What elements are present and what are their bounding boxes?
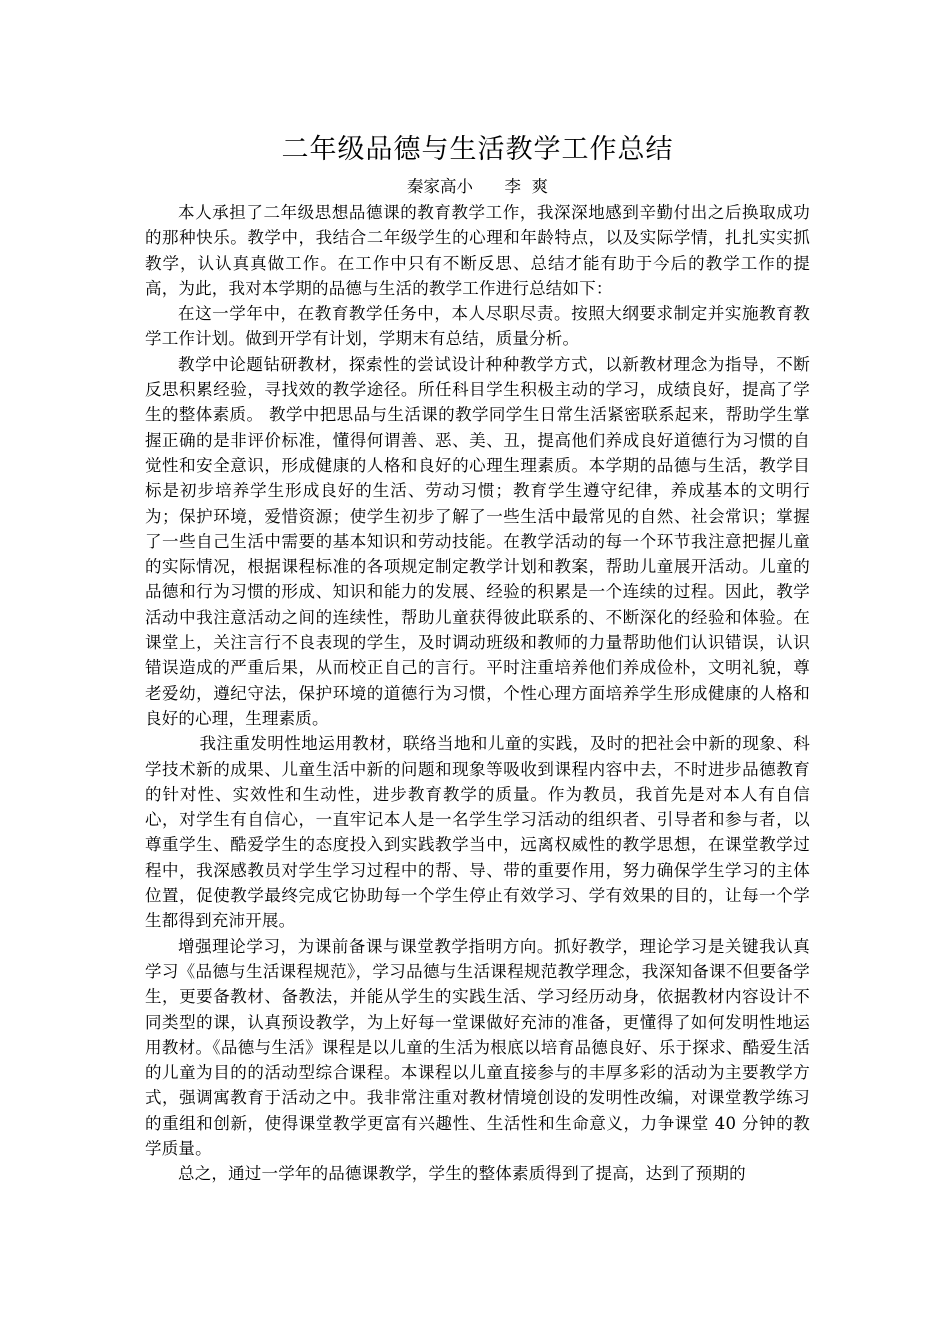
document-body xyxy=(145,200,810,1187)
paragraph-teaching: 教学中论题钻研教材，探索性的尝试设计种种教学方式，以新教材理念为指导，不断反思积累经验，寻找效的教学途径。所任科目学生积极主动的学习，成绩良好，提高了学生的整体素质。 教学中把思品与生活课的教学同学生日常生活紧密联系起来，帮助学生掌握正确的是非评价标准，懂得何谓善、恶、美、丑，提高他们养成良好道德行为习惯的自觉性和安全意识，形成健康的人格和良好的心理生理素质。本学期的品德与生活，教学目标是初步培养学生形成良好的生活、劳动习惯；教育学生遵守纪律，养成基本的文明行为；保护环境，爱惜资源；使学生初步了解了一些生活中最常见的自然、社会常识；掌握了一些自己生活中需要的基本知识和劳动技能。在教学活动的每一个环节我注意把握儿童的实际情况，根据课程标准的各项规定制定教学计划和教案，帮助儿童展开活动。儿童的品德和行为习惯的形成、知识和能力的发展、经验的积累是一个连续的过程。因此，教学活动中我注意活动之间的连续性，帮助儿童获得彼此联系的、不断深化的经验和体验。在课堂上，关注言行不良表现的学生，及时调动班级和教师的力量帮助他们认识错误，认识错误造成的严重后果，从而校正自己的言行。平时注重培养他们养成俭朴，文明礼貌，尊老爱幼，遵纪守法，保护环境的道德行为习惯，个性心理方面培养学生形成健康的人格和良好的心理，生理素质。 xyxy=(145,354,810,728)
paragraph-theory-study: 增强理论学习，为课前备课与课堂教学指明方向。抓好教学，理论学习是关键我认真学习《品德与生活课程规范》，学习品德与生活课程规范教学理念，我深知备课不但要备学生，更要备教材、备教法，并能从学生的实践生活、学习经历动身，依据教材内容设计不同类型的课，认真预设教学，为上好每一堂课做好充沛的准备，更懂得了如何发明性地运用教材。《品德与生活》课程是以儿童的生活为根底以培育品德良好、乐于探求、酷爱生活的儿童为目的的活动型综合课程。本课程以儿童直接参与的丰厚多彩的活动为主要教学方式，强调寓教育于活动之中。我非常注重对教材情境创设的发明性改编，对课堂教学练习的重组和创新，使得课堂教学更富有兴趣性、生活性和生命意义，力争课堂 40 分钟的教学质量。 xyxy=(145,936,810,1158)
document-title: 二年级品德与生活教学工作总结 xyxy=(281,134,674,165)
paragraph-conclusion: 总之，通过一学年的品德课教学，学生的整体素质得到了提高，达到了预期的 xyxy=(178,1164,746,1184)
paragraph-textbook-use: 我注重发明性地运用教材，联络当地和儿童的实践，及时的把社会中新的现象、科学技术新的成果、儿童生活中新的问题和现象等吸收到课程内容中去，不时进步品德教育的针对性、实效性和生动性，进步教育教学的质量。作为教员，我首先是对本人有自信心，对学生有自信心，一直牢记本人是一名学生学习活动的组织者、引导者和参与者，以尊重学生、酷爱学生的态度投入到实践教学当中，远离权威性的教学思想，在课堂教学过程中，我深感教员对学生学习过程中的帮、导、带的重要作用，努力确保学生学习的主体位置，促使教学最终完成它协助每一个学生停止有效学习、学有效果的目的，让每一个学生都得到充沛开展。 xyxy=(145,734,810,931)
paragraph-duties: 在这一学年中，在教育教学任务中，本人尽职尽责。按照大纲要求制定并实施教育教学工作计划。做到开学有计划，学期末有总结，质量分析。 xyxy=(145,304,810,349)
author-byline: 秦家高小 李 爽 xyxy=(407,177,548,196)
paragraph-intro: 本人承担了二年级思想品德课的教育教学工作，我深深地感到辛勤付出之后换取成功的那种快乐。教学中，我结合二年级学生的心理和年龄特点，以及实际学情，扎扎实实抓教学，认认真真做工作。在工作中只有不断反思、总结才能有助于今后的教学工作的提高，为此，我对本学期的品德与生活的教学工作进行总结如下： xyxy=(145,203,810,298)
